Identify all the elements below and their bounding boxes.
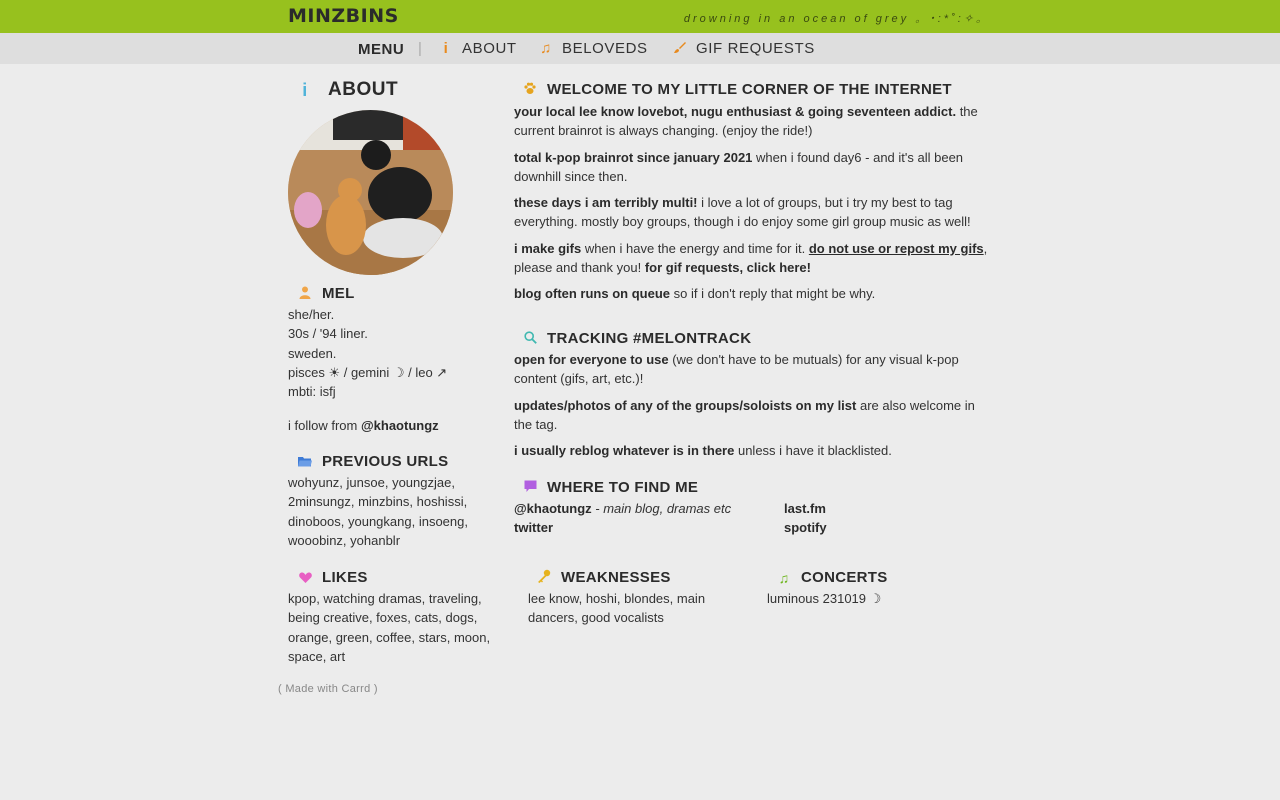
welcome-paragraph (514, 193, 994, 232)
weaknesses-title-text: WEAKNESSES (561, 569, 671, 586)
welcome-p2-bold: total k-pop brainrot since january 2021 (514, 149, 753, 165)
mel-details (288, 305, 488, 401)
music-note-icon: ♫ (778, 569, 790, 586)
welcome-paragraph (514, 284, 994, 303)
nav-separator: | (418, 40, 422, 57)
made-with-carrd-link[interactable]: ( Made with Carrd ) (278, 683, 378, 695)
find-me-title-text: WHERE TO FIND ME (547, 479, 699, 496)
likes-line: orange, green, coffee, stars, moon, (288, 629, 491, 645)
likes-line: being creative, foxes, cats, dogs, (288, 610, 478, 626)
info-icon: i (302, 79, 308, 100)
weaknesses-line: dancers, good vocalists (528, 610, 664, 626)
mbti: mbti: isfj (288, 384, 336, 400)
welcome-heading (521, 81, 952, 98)
weaknesses-list (528, 589, 738, 628)
tracking-body (514, 350, 994, 460)
age: 30s / '94 liner. (288, 326, 368, 342)
tracking-heading (521, 330, 751, 347)
find-me-heading (521, 479, 698, 496)
welcome-p2-text: when i found day6 - and it's all been downhill since then. (514, 149, 964, 184)
no-repost-link[interactable]: do not use or repost my gifs (808, 240, 984, 256)
location: sweden. (288, 345, 337, 361)
nav-item-about[interactable] (440, 40, 517, 57)
about-title-text: ABOUT (328, 79, 399, 100)
weaknesses-heading (535, 569, 671, 586)
mel-heading (296, 285, 355, 302)
find-me-right (784, 499, 984, 538)
welcome-body (514, 102, 994, 304)
site-tagline: drowning in an ocean of grey 。･:*˚:✧。 (683, 13, 990, 25)
nav-menu-label: MENU (358, 41, 405, 58)
tracking-title-text: TRACKING #MELONTRACK (547, 330, 752, 347)
folder-icon (296, 454, 314, 470)
nav-item-label: GIF REQUESTS (696, 40, 815, 57)
follow-line (288, 416, 498, 435)
chat-bubble-icon (521, 480, 539, 496)
tracking-p1-bold: open for everyone to use (514, 352, 669, 367)
previous-urls-title-text: PREVIOUS URLS (322, 453, 449, 470)
welcome-p3-text: i love a lot of groups, but i try my best to tag everything. mostly boy groups, though i do enjoy some girl group music as well! (514, 195, 971, 230)
welcome-paragraph (514, 148, 994, 187)
tracking-p3-text: unless i have it blacklisted. (734, 443, 892, 459)
weaknesses-line: lee know, hoshi, blondes, main (528, 591, 706, 606)
nav-item-beloveds[interactable] (540, 40, 648, 57)
paintbrush-icon (674, 40, 686, 57)
nav-item-label: BELOVEDS (562, 40, 648, 57)
concerts-heading (775, 569, 888, 586)
key-icon (535, 569, 553, 586)
spotify-link[interactable]: spotify (784, 520, 827, 536)
twitter-link[interactable]: twitter (514, 520, 553, 536)
welcome-p3-bold: these days i am terribly multi! (514, 195, 698, 211)
tracking-paragraph (514, 441, 994, 460)
nav-item-label: ABOUT (462, 40, 517, 57)
tracking-p2-text: are also welcome in the tag. (514, 397, 975, 432)
likes-line: kpop, watching dramas, traveling, (288, 591, 482, 606)
info-icon: i (443, 40, 449, 57)
follow-handle[interactable]: @khaotungz (360, 418, 439, 433)
person-icon (296, 286, 314, 302)
tracking-p3-bold: i usually reblog whatever is in there (514, 443, 735, 459)
welcome-p4-text: when i have the energy and time for it. (581, 240, 809, 256)
avatar-photo (288, 110, 453, 275)
tracking-paragraph (514, 350, 994, 389)
tracking-paragraph (514, 396, 994, 435)
follow-text: i follow from (288, 418, 361, 433)
top-header-bar (0, 0, 1280, 33)
nav-bar (0, 33, 1280, 64)
paw-icon (521, 81, 539, 98)
likes-heading (296, 569, 368, 586)
welcome-p1-bold: your local lee know lovebot, nugu enthusiast & going seventeen addict. (514, 104, 957, 119)
likes-title-text: LIKES (322, 569, 368, 586)
about-heading (296, 79, 398, 101)
concerts-title-text: CONCERTS (801, 569, 888, 586)
url-line: wohyunz, junsoe, youngzjae, (288, 475, 455, 490)
welcome-p4-bold: i make gifs (514, 240, 582, 256)
main-blog-line (514, 499, 774, 518)
likes-line: space, art (288, 648, 346, 664)
welcome-p1-text: the current brainrot is always changing. (enjoy the ride!) (514, 104, 978, 139)
tracking-p2-bold: updates/photos of any of the groups/soloists on my list (514, 397, 857, 413)
nav-item-gif-requests[interactable] (674, 40, 815, 57)
welcome-p5-text: so if i don't reply that might be why. (670, 286, 876, 302)
mel-title-text: MEL (322, 285, 355, 302)
pronouns: she/her. (288, 307, 335, 322)
url-line: wooobinz, yohanblr (288, 532, 401, 548)
gif-requests-link[interactable]: for gif requests, click here! (644, 260, 811, 276)
concert-line: luminous 231019 ☽ (767, 591, 882, 606)
welcome-paragraph (514, 239, 994, 278)
music-note-icon: ♫ (540, 40, 552, 57)
likes-list (288, 589, 513, 666)
main-blog-desc: - main blog, dramas etc (591, 501, 732, 516)
welcome-paragraph (514, 102, 994, 141)
previous-urls-heading (296, 453, 448, 470)
zodiac: pisces ☀ / gemini ☽ / leo ↗ (288, 364, 448, 380)
concerts-list (767, 589, 967, 608)
find-me-left (514, 499, 774, 538)
welcome-p5-bold: blog often runs on queue (514, 286, 670, 302)
welcome-title-text: WELCOME TO MY LITTLE CORNER OF THE INTERNET (547, 81, 952, 98)
site-logo[interactable]: MINZBINS (288, 5, 399, 27)
url-line: dinoboos, youngkang, insoeng, (288, 513, 468, 529)
heart-icon (296, 570, 314, 586)
tracking-p1-text: (we don't have to be mutuals) for any visual k-pop content (gifs, art, etc.)! (514, 352, 959, 387)
url-line: 2minsungz, minzbins, hoshissi, (288, 494, 468, 510)
main-blog-link[interactable]: @khaotungz (514, 501, 592, 516)
previous-urls-list (288, 473, 508, 550)
welcome-p4-text2: , please and thank you! (514, 240, 988, 276)
search-icon (521, 331, 539, 347)
avatar (288, 110, 453, 275)
lastfm-link[interactable]: last.fm (784, 501, 826, 516)
